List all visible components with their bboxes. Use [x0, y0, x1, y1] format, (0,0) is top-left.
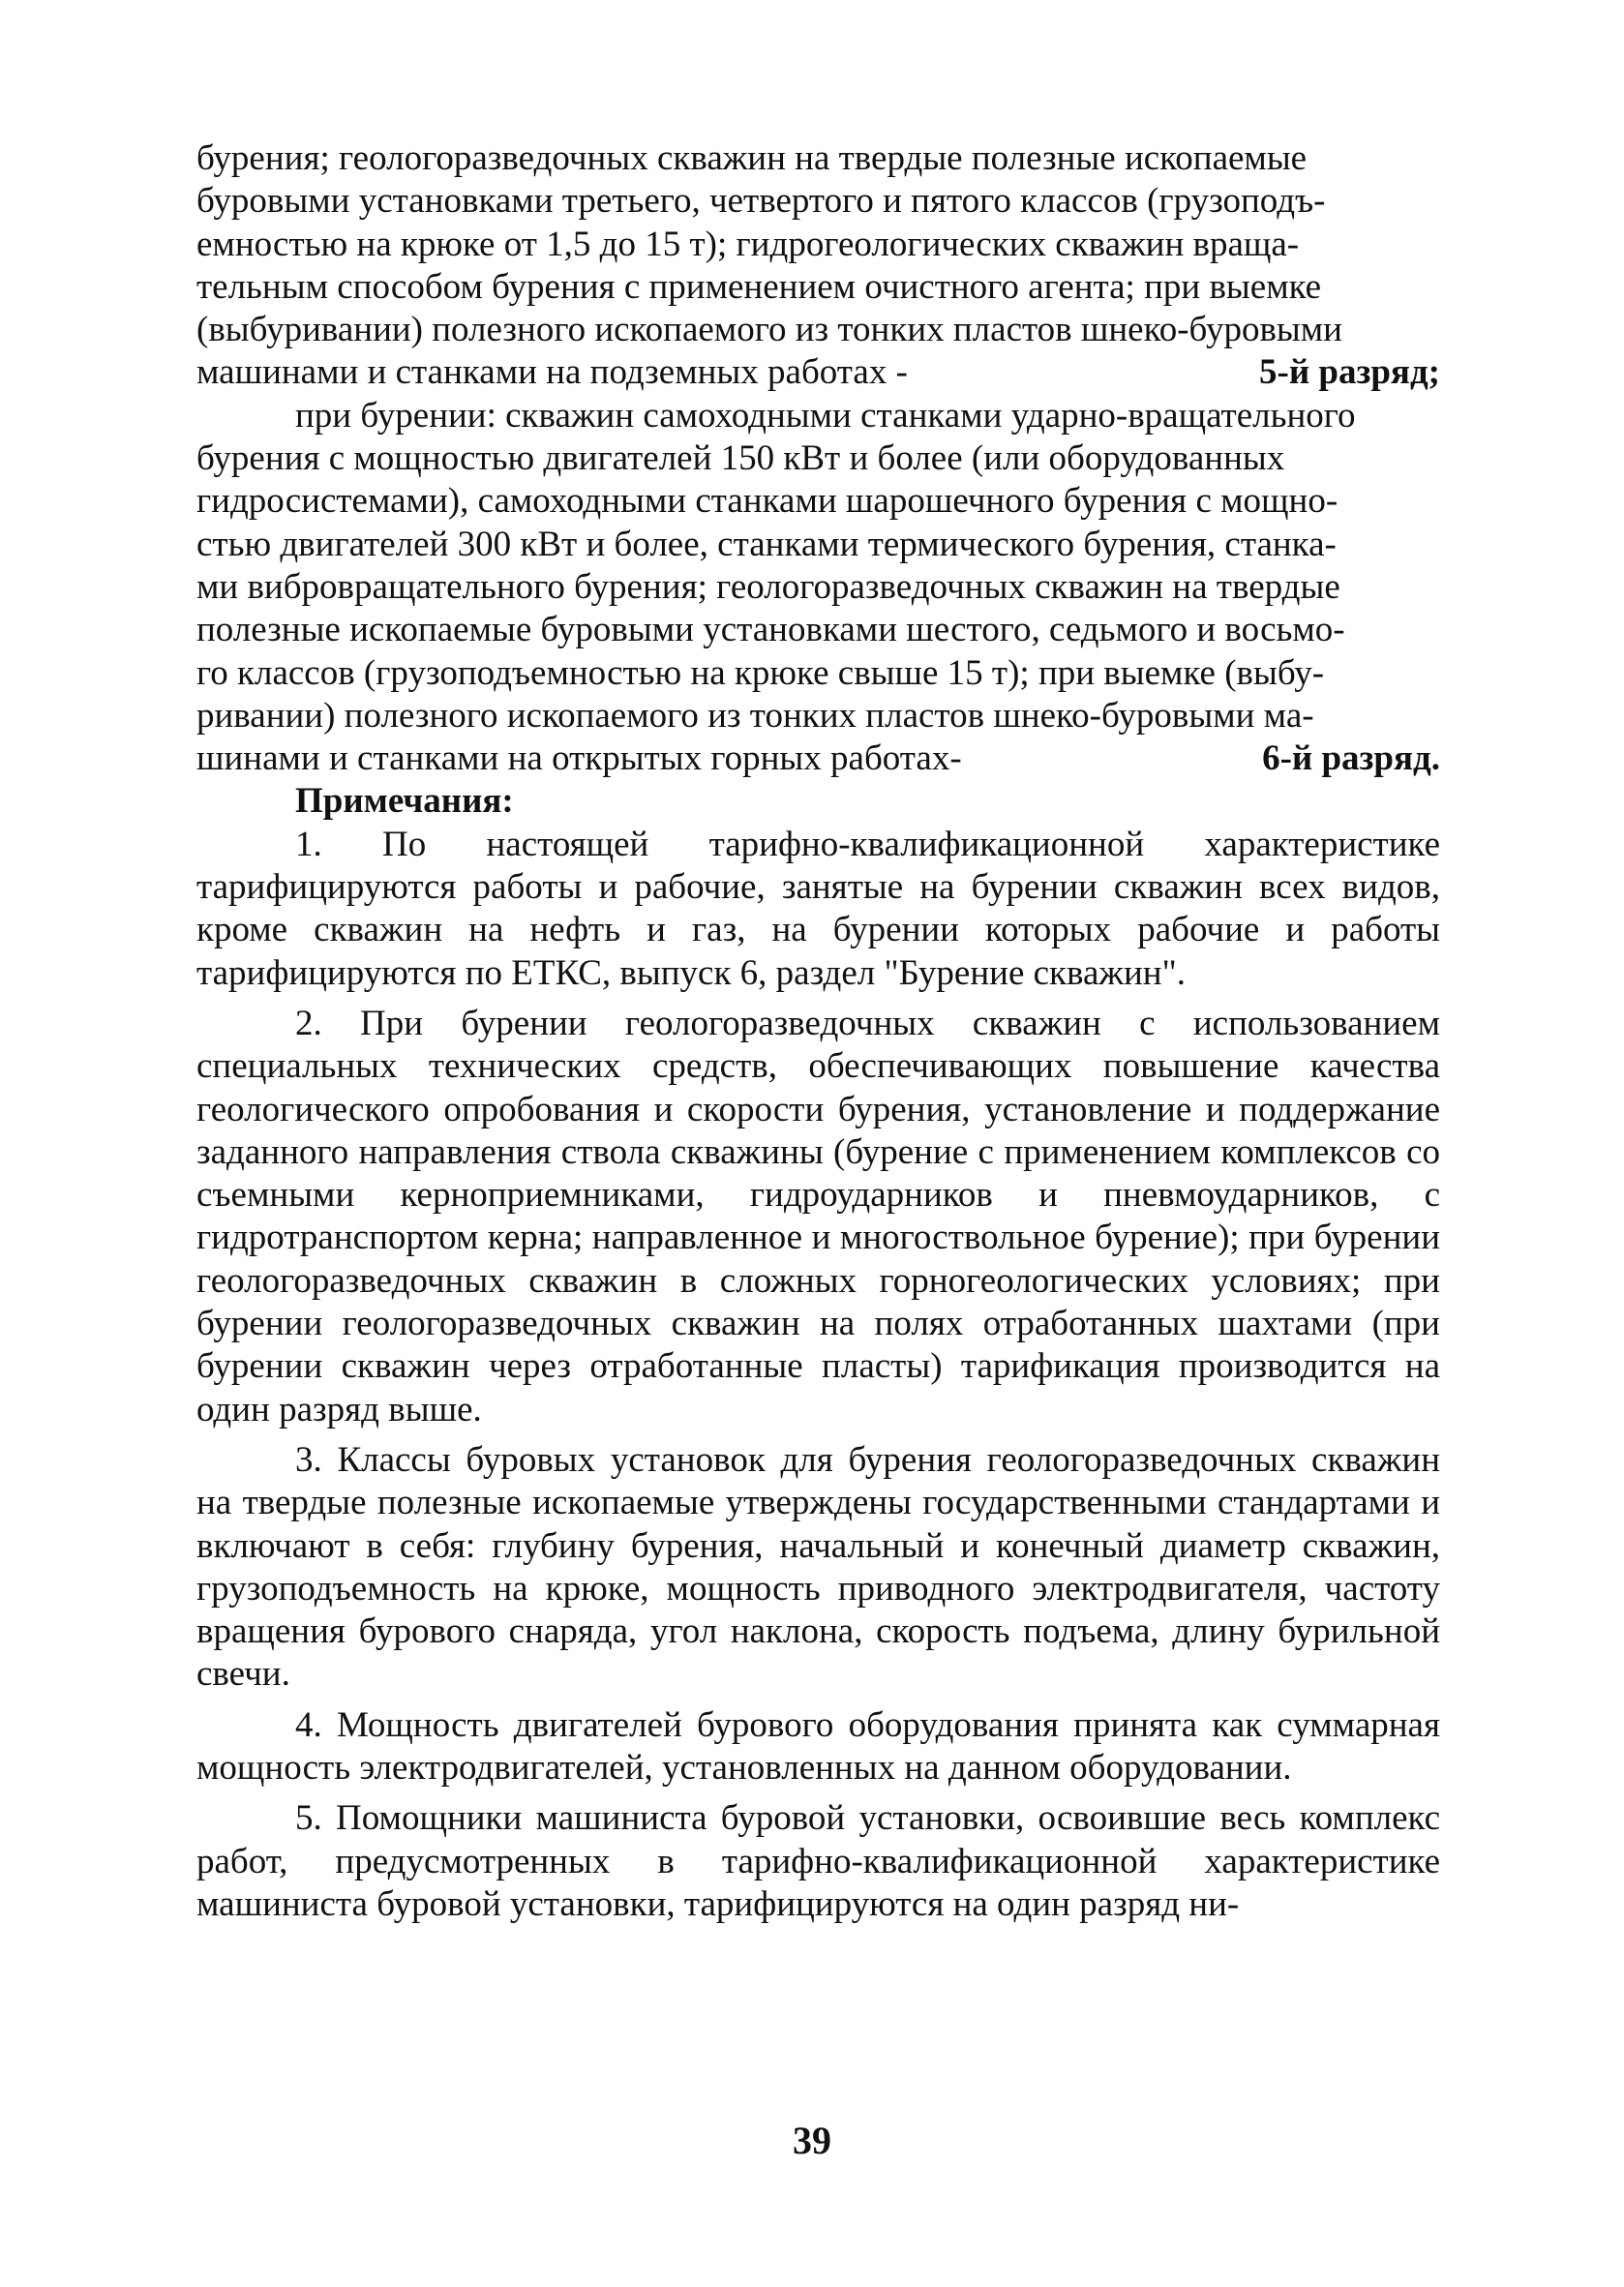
note-item: 3. Классы буровых установок для бурения геологоразведочных скважин на твердые полезные ископаемые утверждены государственными стандартами и включают в себя: глубину бурения, начальный и конечный диаметр скважин, грузоподъемность на крюке, мощность приводного электродвигателя, частоту вращения бурового снаряда, угол наклона, скорость подъема, длину бурильной свечи.	[196, 1439, 1440, 1695]
note-item: 2. При бурении геологоразведочных скважин с использованием специальных технических средств, обеспечивающих повышение качества геологического опробования и скорости бурения, установление и поддержание заданного направления ствола скважины (бурение с применением комплексов со съемными керноприемниками, гидроударников и пневмоударников, с гидротранспортом керна; направленное и многоствольное бурение); при бурении геологоразведочных скважин в сложных горногеологических условиях; при бурении геологоразведочных скважин на полях отработанных шахтами (при бурении скважин через отработанные пласты) тарификация производится на один разряд выше.	[196, 1003, 1440, 1429]
text-line: ривании) полезного ископаемого из тонких пластов шнеко-буровыми ма-	[196, 695, 1314, 736]
text-line: при бурении: скважин самоходными станками ударно-вращательного	[295, 395, 1356, 436]
note-item: 4. Мощность двигателей бурового оборудования принята как суммарная мощность электродвигателей, установленных на данном оборудовании.	[196, 1704, 1440, 1788]
text-line: машинами и станками на подземных работах -	[196, 352, 908, 393]
text-line: бурения с мощностью двигателей 150 кВт и более (или оборудованных	[196, 438, 1285, 479]
text-line: шинами и станками на открытых горных работах-	[196, 738, 962, 779]
text-line: полезные ископаемые буровыми установками шестого, седьмого и восьмо-	[196, 610, 1345, 650]
notes-heading: Примечания:	[295, 781, 514, 822]
document-page	[196, 137, 1440, 1934]
grade-line	[196, 351, 1440, 394]
grade-label: 6-й разряд.	[1262, 738, 1440, 779]
grade-line	[196, 737, 1440, 780]
grade-5-paragraph	[196, 137, 1440, 395]
text-line: емностью на крюке от 1,5 до 15 т); гидрогеологических скважин враща-	[196, 224, 1300, 264]
text-line: буровыми установками третьего, четвертого и пятого классов (грузоподъ-	[196, 181, 1326, 222]
note-item: 5. Помощники машиниста буровой установки, освоившие весь комплекс работ, предусмотренных в тарифно-квалификационной характеристике машиниста буровой установки, тарифицируются на один разряд ни-	[196, 1798, 1440, 1924]
text-line: бурения; геологоразведочных скважин на твердые полезные ископаемые	[196, 138, 1308, 178]
text-line: тельным способом бурения с применением очистного агента; при выемке	[196, 266, 1322, 307]
page-number: 39	[793, 2119, 831, 2162]
note-item: 1. По настоящей тарифно-квалификационной характеристике тарифицируются работы и рабочие, занятые на бурении скважин всех видов, кроме скважин на нефть и газ, на бурении которых рабочие и работы тарифицируются по ЕТКС, выпуск 6, раздел "Бурение скважин".	[196, 824, 1440, 993]
grade-label: 5-й разряд;	[1259, 352, 1440, 393]
text-line: ми вибровращательного бурения; геологоразведочных скважин на твердые	[196, 566, 1340, 607]
text-line: го классов (грузоподъемностью на крюке свыше 15 т); при выемке (выбу-	[196, 652, 1325, 693]
text-line: (выбуривании) полезного ископаемого из тонких пластов шнеко-буровыми	[196, 310, 1342, 350]
grade-6-paragraph	[196, 395, 1440, 781]
text-line: стью двигателей 300 кВт и более, станками термического бурения, станка-	[196, 524, 1337, 564]
text-line: гидросистемами), самоходными станками шарошечного бурения с мощно-	[196, 481, 1338, 522]
